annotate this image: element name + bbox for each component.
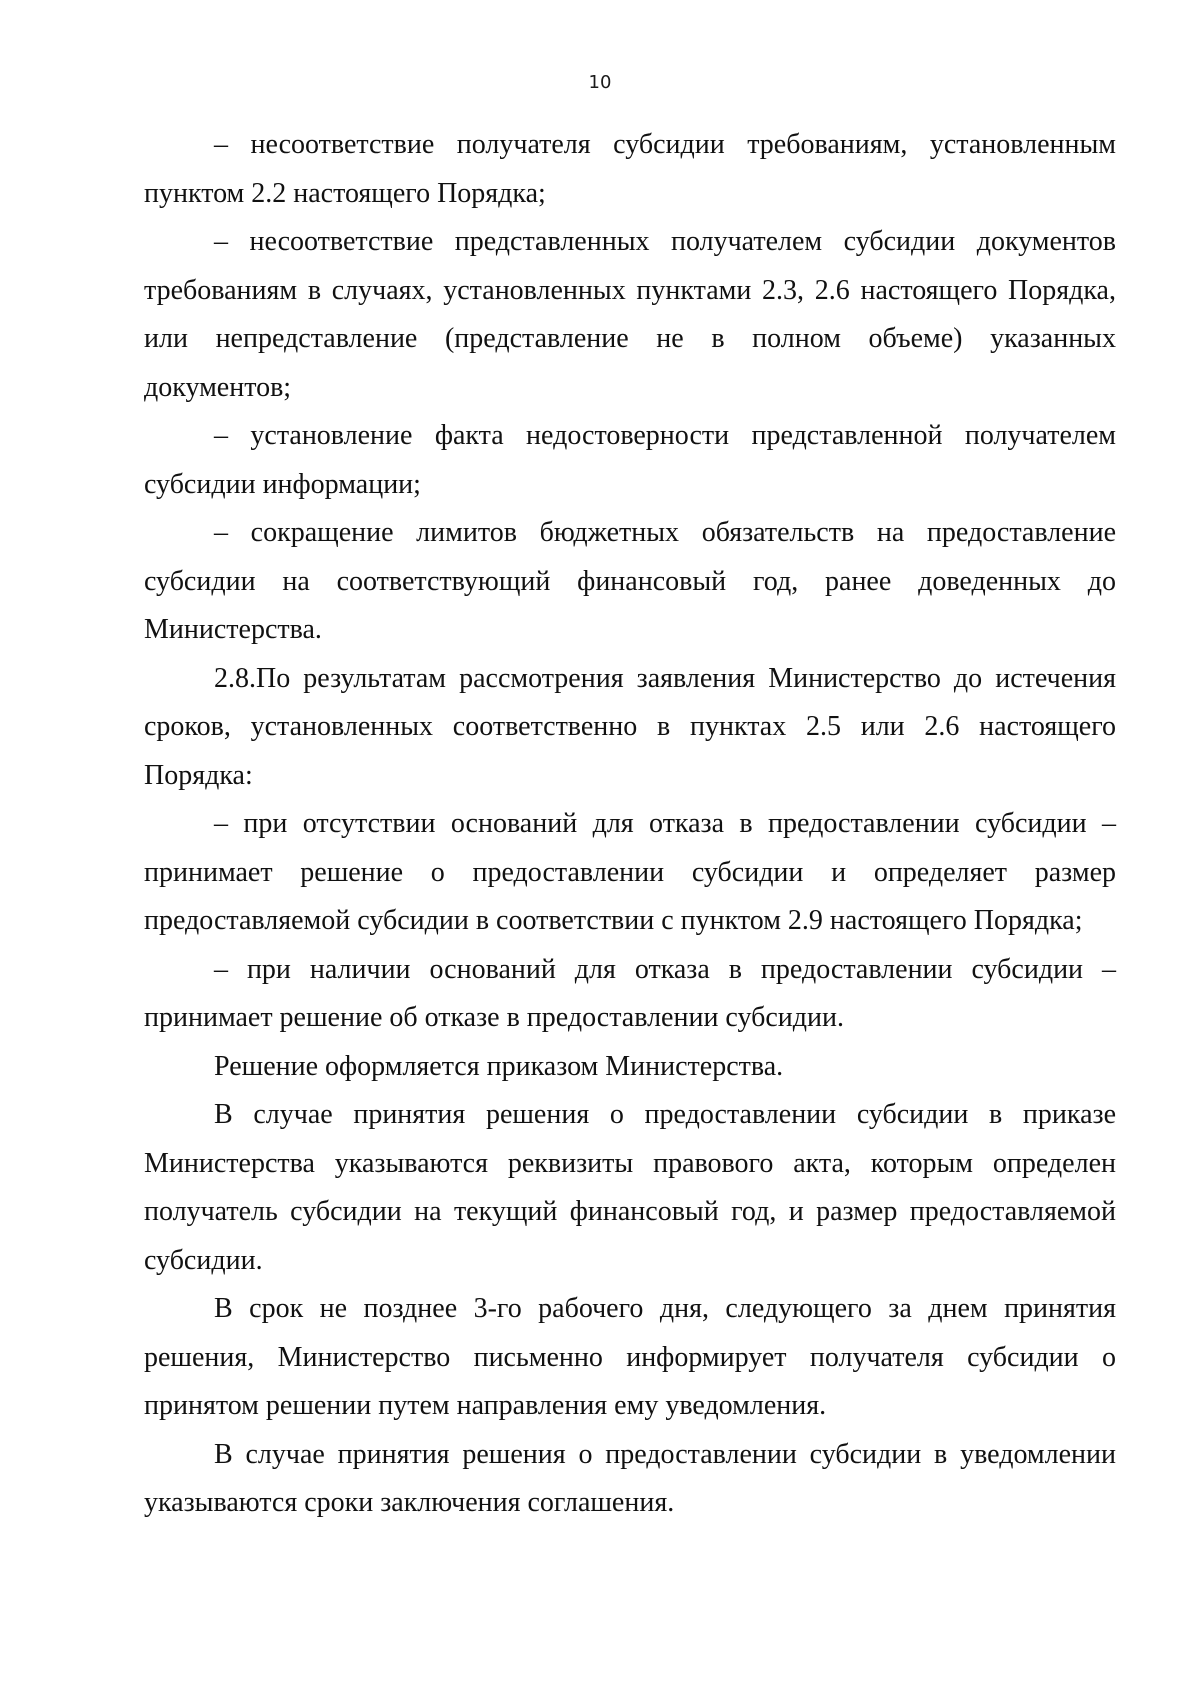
list-item-refusal-decision: – при наличии оснований для отказа в предоставлении субсидии – принимает решение об отказе в предоставлении субсидии. (144, 953, 1116, 1033)
list-item-grant-decision: – при отсутствии оснований для отказа в предоставлении субсидии – принимает решение о предоставлении субсидии и определяет размер предоставляемой субсидии в соответствии с пунктом 2.9 настоящего Порядка; (144, 808, 1116, 936)
list-item-false-information: – установление факта недостоверности представленной получателем субсидии информации; (144, 420, 1116, 500)
paragraph-order-contents: В случае принятия решения о предоставлении субсидии в приказе Министерства указываются реквизиты правового акта, которым определен получатель субсидии на текущий финансовый год, и размер предоставляемой субсидии. (144, 1099, 1116, 1276)
list-item-noncompliance-recipient: – несоответствие получателя субсидии требованиям, установленным пунктом 2.2 настоящего Порядка; (144, 129, 1116, 209)
clause-2-8: 2.8.По результатам рассмотрения заявления Министерство до истечения сроков, установленных соответственно в пунктах 2.5 или 2.6 настоящего Порядка: (144, 662, 1116, 791)
paragraph-order-form: Решение оформляется приказом Министерства. (214, 1050, 784, 1082)
paragraph-agreement-terms: В случае принятия решения о предоставлении субсидии в уведомлении указываются сроки заключения соглашения. (144, 1438, 1116, 1518)
list-item-noncompliance-documents: – несоответствие представленных получателем субсидии документов требованиям в случаях, установленных пунктами 2.3, 2.6 настоящего Порядка, или непредставление (представление не в полном объеме) указанных документов; (144, 226, 1116, 403)
document-body (144, 121, 1116, 1528)
paragraph-notification-deadline: В срок не позднее 3-го рабочего дня, следующего за днем принятия решения, Министерство письменно информирует получателя субсидии о принятом решении путем направления ему уведомления. (144, 1293, 1116, 1421)
page-number: 10 (588, 72, 612, 93)
list-item-budget-reduction: – сокращение лимитов бюджетных обязательств на предоставление субсидии на соответствующий финансовый год, ранее доведенных до Министерства. (144, 517, 1116, 645)
